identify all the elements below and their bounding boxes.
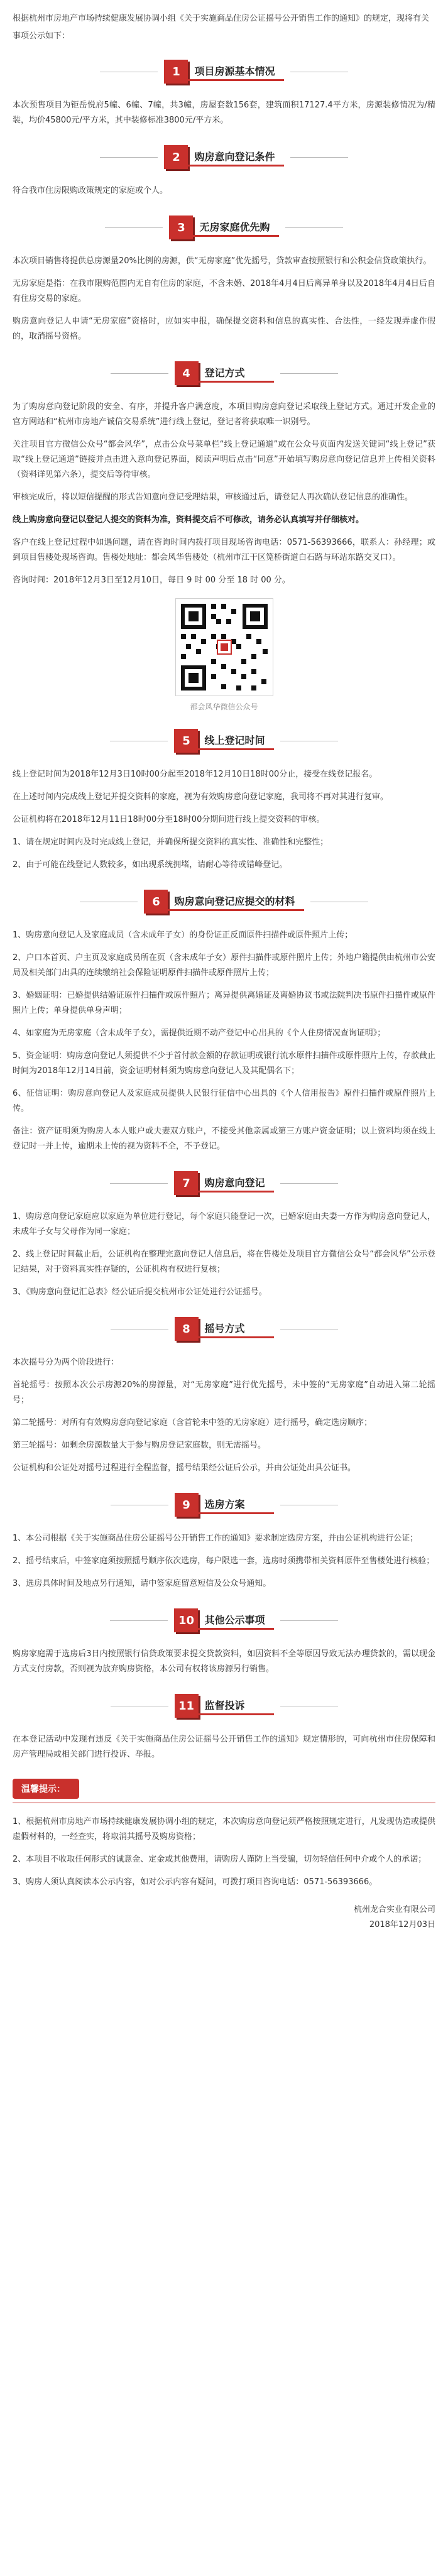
section-header <box>13 1492 435 1517</box>
qr-block <box>13 598 435 712</box>
qr-code-icon <box>176 599 273 696</box>
contact-paragraph: 客户在线上登记过程中如遇问题，请在咨询时间内拨打项目现场咨询电话：0571-56393666，联系人：孙经理；或到项目售楼处现场咨询。售楼处地址：都会风华售楼处（杭州市江干区笕桥街道白石路与环站东路交叉口）。 <box>13 538 435 562</box>
section-header <box>13 215 435 240</box>
section-number-badge: 5 <box>174 729 198 753</box>
section-10 <box>13 1608 435 1677</box>
paragraph: 为了购房意向登记阶段的安全、有序，并提升客户满意度，本项目购房意向登记采取线上登记方式。通过开发企业的官方网站和“杭州市房地产诚信交易系统”进行线上登记，登记者将获取唯一识别号。 <box>13 402 435 427</box>
section-header <box>13 1608 435 1633</box>
paragraph: 符合我市住房限购政策规定的家庭或个人。 <box>13 186 168 195</box>
paragraph: 无房家庭是指：在我市限购范围内无自有住房的家庭，不含未婚、2018年4月4日后离异单身以及2018年4月4日后自有住房交易的家庭。 <box>13 279 435 303</box>
divider-line <box>280 1183 338 1184</box>
section-number-badge: 2 <box>164 145 188 169</box>
paragraph: 3、婚姻证明：已婚提供结婚证原件扫描件或原件照片；离异提供离婚证及离婚协议书或法院判决书原件扫描件或原件照片上传；单身提供单身声明； <box>13 991 435 1015</box>
paragraph: 6、征信证明：购房意向登记人及家庭成员提供人民银行征信中心出具的《个人信用报告》原件扫描件或原件照片上传。 <box>13 1089 435 1113</box>
paragraph: 第二轮摇号：对所有有效购房意向登记家庭（含首轮未中签的无房家庭）进行摇号，确定选房顺序； <box>13 1418 373 1427</box>
intro-paragraph: 根据杭州市房地产市场持续健康发展协调小组《关于实施商品住房公证摇号公开销售工作的通知》的规定，现将有关事项公示如下： <box>13 14 430 41</box>
paragraph: 本次摇号分为两个阶段进行： <box>13 1358 119 1367</box>
paragraph: 公证机构和公证处对摇号过程进行全程监督，摇号结果经公证后公示，并由公证处出具公证书。 <box>13 1463 356 1473</box>
section-11 <box>13 1693 435 1762</box>
company-name: 杭州龙合实业有限公司 <box>353 1905 435 1914</box>
divider-line <box>280 373 338 374</box>
section-title: 摇号方式 <box>199 1319 274 1338</box>
paragraph: 1、购房意向登记家庭应以家庭为单位进行登记，每个家庭只能登记一次，已婚家庭由夫妻一方作为购房意向登记人，未成年子女与父母作为同一家庭； <box>13 1212 435 1236</box>
divider-line <box>285 227 343 228</box>
section-header <box>13 889 435 914</box>
section-9 <box>13 1492 435 1591</box>
paragraph: 本次项目销售将提供总房源量20%比例的房源，供“无房家庭”优先摇号，贷款审查按照银行和公积金信贷政策执行。 <box>13 256 432 266</box>
section-header <box>13 728 435 753</box>
section-title: 购房意向登记条件 <box>188 148 283 166</box>
paragraph: 购房家庭需于选房后3日内按照银行信贷政策要求提交贷款资料，如因资料不全等原因导致无法办理贷款的，需以现金方式支付房款，否则视为放弃购房资格，本公司有权将该房源另行销售。 <box>13 1649 435 1674</box>
paragraph: 首轮摇号：按照本次公示房源20%的房源量，对“无房家庭”进行优先摇号，未中签的“无房家庭”自动进入第二轮摇号； <box>13 1380 435 1405</box>
section-header <box>13 1693 435 1718</box>
section-number-badge: 9 <box>175 1493 199 1517</box>
section-number-badge: 10 <box>174 1608 198 1632</box>
paragraph: 3、选房具体时间及地点另行通知，请中签家庭留意短信及公众号通知。 <box>13 1579 271 1588</box>
section-3 <box>13 215 435 344</box>
consult-time: 咨询时间：2018年12月3日至12月10日，每日 9 时 00 分至 18 时 00 分。 <box>13 576 290 585</box>
section-7 <box>13 1171 435 1300</box>
section-header <box>13 1316 435 1341</box>
divider-line <box>290 157 348 158</box>
section-header <box>13 59 435 84</box>
paragraph: 1、本公司根据《关于实施商品住房公证摇号公开销售工作的通知》要求制定选房方案，并由公证机构进行公证； <box>13 1534 418 1543</box>
section-header <box>13 1171 435 1196</box>
paragraph: 关注项目官方微信公众号“都会风华”，点击公众号菜单栏“线上登记通道”或在公众号页面内发送关键词“线上登记”获取“线上登记通道”链接并点击进入意向登记界面，阅读声明后点击“同意”开始填写购房意向登记信息并上传相关资料（资料详见第六条），提交后等待审核。 <box>13 440 435 479</box>
paragraph: 2、线上登记时间截止后，公证机构在整理完意向登记人信息后，将在售楼处及项目官方微信公众号“都会风华”公示登记结果，对于资料真实性存疑的，公证机构有权进行复核； <box>13 1250 435 1274</box>
section-title: 无房家庭优先购 <box>193 218 278 237</box>
paragraph: 4、如家庭为无房家庭（含未成年子女），需提供近期不动产登记中心出具的《个人住房情况查询证明》； <box>13 1029 386 1038</box>
paragraph: 审核完成后，将以短信提醒的形式告知意向登记受理结果，审核通过后，请登记人再次确认登记信息的准确性。 <box>13 493 413 502</box>
section-title: 购房意向登记应提交的材料 <box>168 892 303 911</box>
paragraph: 在上述时间内完成线上登记并提交资料的家庭，视为有效购房意向登记家庭，我司将不再对其进行复审。 <box>13 792 389 802</box>
tips-badge: 温馨提示： <box>13 1779 79 1799</box>
wechat-qr-code[interactable] <box>175 598 273 696</box>
paragraph: 第三轮摇号：如剩余房源数量大于参与购房登记家庭数，则无需摇号。 <box>13 1441 266 1450</box>
tip-paragraph: 2、本项目不收取任何形式的诚意金、定金或其他费用，请购房人谨防上当受骗，切勿轻信任何中介或个人的承诺； <box>13 1855 427 1864</box>
section-5 <box>13 728 435 873</box>
signature-block <box>13 1902 435 1933</box>
divider-line <box>105 227 163 228</box>
paragraph: 2、摇号结束后，中签家庭须按照摇号顺序依次选房，每户限选一套，选房时须携带相关资料原件至售楼处进行核验； <box>13 1556 435 1566</box>
section-6 <box>13 889 435 1154</box>
divider-line <box>110 1620 168 1621</box>
section-title: 登记方式 <box>199 364 274 383</box>
section-title: 选房方案 <box>199 1495 274 1514</box>
paragraph: 在本登记活动中发现有违反《关于实施商品住房公证摇号公开销售工作的通知》规定情形的，可向杭州市住房保障和房产管理局或相关部门进行投诉、举报。 <box>13 1735 435 1759</box>
paragraph: 1、请在规定时间内及时完成线上登记，并确保所提交资料的真实性、准确性和完整性； <box>13 838 329 847</box>
section-2 <box>13 145 435 199</box>
tip-paragraph: 3、购房人须认真阅读本公示内容，如对公示内容有疑问，可拨打项目咨询电话：0571-56393666。 <box>13 1877 378 1887</box>
paragraph: 备注：资产证明须为购房人本人账户或夫妻双方账户，不接受其他亲属或第三方账户资金证明；以上资料均须在线上登记时一并上传，逾期未上传的视为资料不全，不予登记。 <box>13 1127 435 1151</box>
section-title: 项目房源基本情况 <box>188 62 283 81</box>
signature-date: 2018年12月03日 <box>369 1920 435 1929</box>
paragraph: 公证机构将在2018年12月11日18时00分至18时00分期间进行线上提交资料的审核。 <box>13 815 325 824</box>
tip-paragraph: 1、根据杭州市房地产市场持续健康发展协调小组的规定，本次购房意向登记须严格按照规定进行，凡发现伪造或提供虚假材料的，一经查实，将取消其摇号及购房资格； <box>13 1817 435 1842</box>
divider-line <box>100 157 158 158</box>
section-number-badge: 3 <box>169 216 193 239</box>
divider-line <box>280 1620 338 1621</box>
section-header <box>13 361 435 386</box>
section-number-badge: 1 <box>164 60 188 84</box>
tips-block <box>13 1779 435 1803</box>
paragraph: 5、资金证明：购房意向登记人须提供不少于首付款金额的存款证明或银行流水原件扫描件或原件照片上传，存款截止时间为2018年12月14日前，资金证明材料须为购房意向登记人及其配偶名下； <box>13 1051 435 1076</box>
divider-line <box>110 1183 168 1184</box>
paragraph: 线上登记时间为2018年12月3日10时00分起至2018年12月10日18时00分止，接受在线登记报名。 <box>13 770 378 779</box>
section-title: 监督投诉 <box>199 1696 274 1715</box>
section-number-badge: 11 <box>175 1694 199 1718</box>
section-8 <box>13 1316 435 1476</box>
section-1 <box>13 59 435 128</box>
qr-caption: 都会风华微信公众号 <box>190 702 258 711</box>
paragraph: 购房意向登记人申请“无房家庭”资格时，应如实申报，确保提交资料和信息的真实性、合法性，一经发现弄虚作假的，取消摇号资格。 <box>13 317 435 341</box>
divider-line <box>111 373 168 374</box>
section-4 <box>13 361 435 712</box>
paragraph: 2、由于可能在线登记人数较多，如出现系统拥堵，请耐心等待或错峰登记。 <box>13 860 288 870</box>
section-number-badge: 8 <box>175 1317 199 1341</box>
paragraph: 2、户口本首页、户主页及家庭成员所在页（含未成年子女）原件扫描件或原件照片上传；外地户籍提供由杭州市公安局及相关部门出具的连续缴纳社会保险证明原件扫描件或原件照片上传； <box>13 953 435 978</box>
section-title: 其他公示事项 <box>198 1611 273 1630</box>
section-title: 购房意向登记 <box>198 1174 273 1192</box>
paragraph: 本次预售项目为钜岳悦府5幢、6幢、7幢，共3幢，房屋套数156套，建筑面积17127.4平方米，房源装修情况为/精装，均价45800元/平方米，其中装修标准3800元/平方米。 <box>13 101 435 125</box>
section-title: 线上登记时间 <box>198 731 273 750</box>
paragraph: 1、购房意向登记人及家庭成员（含未成年子女）的身份证正反面原件扫描件或原件照片上传； <box>13 931 353 940</box>
highlight-paragraph: 线上购房意向登记以登记人提交的资料为准，资料提交后不可修改，请务必认真填写并仔细核对。 <box>13 515 364 525</box>
paragraph: 3、《购房意向登记汇总表》经公证后提交杭州市公证处进行公证摇号。 <box>13 1287 267 1297</box>
section-number-badge: 4 <box>175 361 199 385</box>
section-number-badge: 7 <box>174 1171 198 1195</box>
section-header <box>13 145 435 170</box>
section-number-badge: 6 <box>144 890 168 914</box>
